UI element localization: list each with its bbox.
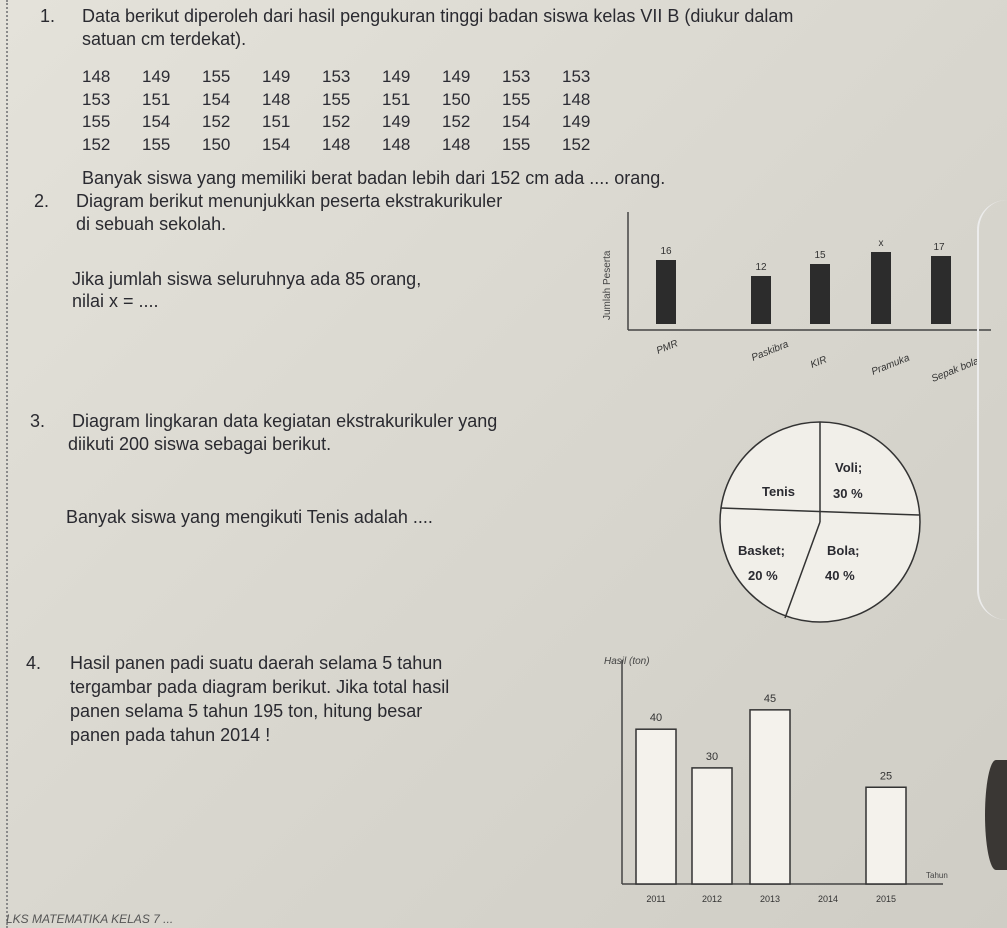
q1-number: 1. [40, 6, 56, 26]
chart3-bar-2 [750, 710, 790, 884]
q1-data-table [82, 66, 622, 156]
q4-line2: tergambar pada diagram berikut. Jika total hasil [70, 677, 450, 697]
q3-number: 3. [30, 411, 46, 431]
q1-value-r2-c8: 149 [562, 112, 591, 131]
q1-value-r3-c1: 155 [142, 134, 171, 154]
q1-value-r3-c5: 148 [382, 134, 411, 154]
chart1-category-2: KIR [809, 354, 829, 371]
chart3-bar-0 [636, 729, 676, 884]
q1-value-r1-c6: 150 [442, 89, 471, 109]
chart3-xlabel: Tahun [926, 871, 948, 880]
footer-text: LKS MATEMATIKA KELAS 7 ... [6, 912, 174, 926]
q4-number: 4. [26, 653, 42, 673]
q1-value-r0-c2: 155 [202, 67, 231, 86]
q2-line2: di sebuah sekolah. [76, 214, 227, 234]
chart3-datalabel-4: 25 [879, 770, 893, 783]
chart1-bar-4 [931, 256, 951, 324]
q1-value-r0-c3: 149 [262, 67, 291, 86]
chart3-datalabel-2: 45 [763, 692, 777, 705]
chart1-ylabel: Jumlah Peserta [602, 250, 613, 320]
q1-value-r3-c3: 154 [262, 134, 291, 154]
chart1-category-1: Paskibra [750, 339, 791, 364]
q1-value-r2-c4: 152 [322, 112, 351, 131]
q1-value-r1-c3: 148 [262, 89, 291, 109]
q4-line1: Hasil panen padi suatu daerah selama 5 tahun [70, 653, 443, 673]
pie-label-voli-pct: 30 % [833, 486, 863, 501]
pie-label-bola-pct: 40 % [825, 568, 855, 583]
q4-line3: panen selama 5 tahun 195 ton, hitung besar [70, 701, 423, 721]
q1-value-r3-c2: 150 [202, 134, 231, 154]
pie-label-basket: Basket; [738, 543, 785, 558]
q1-value-r0-c6: 149 [442, 67, 471, 86]
ekskul-pie-chart [700, 420, 940, 630]
q1-value-r2-c5: 149 [382, 112, 411, 131]
chart1-datalabel-1: 12 [755, 262, 767, 273]
q3-question: Banyak siswa yang mengikuti Tenis adalah .... [66, 507, 433, 527]
q1-value-r2-c6: 152 [442, 112, 471, 131]
q3-line2: diikuti 200 siswa sebagai berikut. [68, 434, 332, 454]
chart1-bar-2 [810, 264, 830, 324]
q2-line3: Jika jumlah siswa seluruhnya ada 85 orang, [72, 269, 422, 289]
chart1-bar-1 [751, 276, 771, 324]
q2-number: 2. [34, 191, 50, 211]
q1-value-r2-c0: 155 [82, 112, 111, 131]
q2-line1: Diagram berikut menunjukkan peserta ekstrakurikuler [76, 191, 503, 211]
q1-value-r2-c2: 152 [202, 112, 231, 131]
chart1-bar-3 [871, 252, 891, 324]
q1-value-r3-c6: 148 [442, 134, 471, 154]
chart3-bar-1 [692, 768, 732, 884]
q1-value-r0-c7: 153 [502, 67, 531, 86]
q1-intro-line2: satuan cm terdekat). [82, 29, 247, 49]
q1-value-r3-c7: 155 [502, 134, 531, 154]
pie-label-tenis: Tenis [762, 484, 795, 499]
chart1-datalabel-0: 16 [660, 246, 672, 257]
ekskul-bar-chart [596, 204, 996, 404]
chart3-ylabel: Hasil (ton) [604, 656, 650, 667]
q1-value-r1-c4: 155 [322, 89, 351, 109]
q1-value-r1-c0: 153 [82, 89, 111, 109]
chart3-category-2: 2013 [759, 894, 781, 904]
pie-label-bola: Bola; [827, 543, 860, 558]
chart1-datalabel-3: x [878, 238, 884, 249]
q1-value-r1-c5: 151 [382, 89, 411, 109]
q1-value-r0-c1: 149 [142, 67, 171, 86]
q1-value-r1-c7: 155 [502, 89, 531, 109]
q2-line4: nilai x = .... [72, 291, 159, 311]
page-edge-shadow [985, 760, 1007, 870]
pie-label-voli: Voli; [835, 460, 863, 475]
q1-intro-line1: Data berikut diperoleh dari hasil pengukuran tinggi badan siswa kelas VII B (diukur dalam [82, 6, 794, 26]
q1-value-r0-c0: 148 [82, 67, 111, 86]
chart3-datalabel-0: 40 [649, 712, 663, 725]
chart1-datalabel-4: 17 [933, 242, 945, 253]
q1-value-r1-c8: 148 [562, 89, 591, 109]
chart3-bar-4 [866, 787, 906, 884]
q1-value-r3-c8: 152 [562, 134, 591, 154]
chart1-datalabel-2: 15 [814, 250, 826, 261]
chart3-datalabel-1: 30 [705, 750, 719, 763]
q1-value-r1-c2: 154 [202, 89, 231, 109]
chart1-category-3: Pramuka [870, 352, 912, 378]
q1-value-r2-c3: 151 [262, 112, 291, 131]
q1-question: Banyak siswa yang memiliki berat badan lebih dari 152 cm ada .... orang. [82, 168, 666, 188]
q1-value-r0-c8: 153 [562, 67, 591, 86]
chart3-category-4: 2015 [875, 894, 897, 904]
chart3-category-0: 2011 [646, 894, 666, 904]
q1-value-r1-c1: 151 [142, 89, 171, 109]
q1-value-r3-c0: 152 [82, 134, 111, 154]
chart1-bar-0 [656, 260, 676, 324]
q1-value-r0-c5: 149 [382, 67, 411, 86]
q1-value-r2-c7: 154 [502, 112, 531, 131]
q4-line4: panen pada tahun 2014 ! [70, 725, 271, 745]
binder-margin [6, 0, 8, 928]
chart3-category-1: 2012 [701, 894, 723, 904]
q3-line1: Diagram lingkaran data kegiatan ekstrakurikuler yang [72, 411, 498, 431]
page-edge-curve [977, 200, 1007, 620]
panen-bar-chart [598, 646, 950, 916]
q1-value-r2-c1: 154 [142, 112, 171, 131]
chart3-category-3: 2014 [817, 894, 839, 904]
chart1-category-4: Sepak bola [930, 355, 981, 385]
q1-value-r0-c4: 153 [322, 67, 351, 86]
q1-value-r3-c4: 148 [322, 134, 351, 154]
chart1-category-0: PMR [655, 338, 680, 357]
pie-label-basket-pct: 20 % [748, 568, 778, 583]
